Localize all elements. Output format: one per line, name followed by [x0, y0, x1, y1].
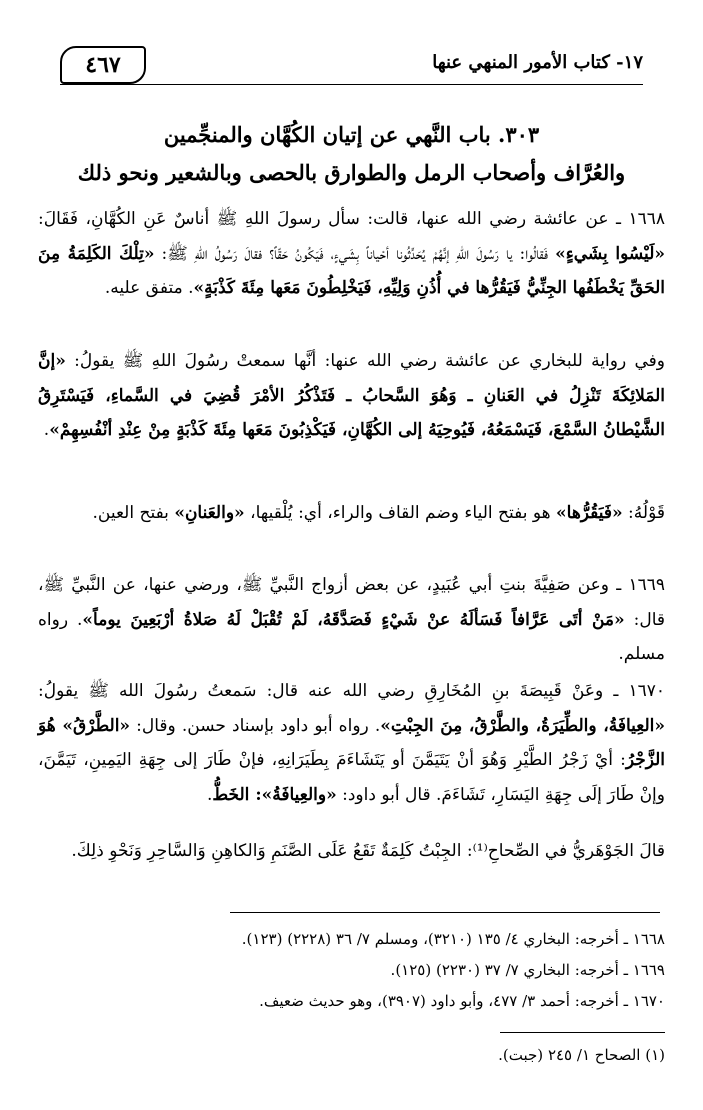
- takhrij-references: [38, 924, 665, 1017]
- hadith-1670-middle-2: : أيْ زَجْرُ الطَّيْرِ وَهُوَ أنْ يَتَيَمَّنَ أو يَتَشَاءَمَ بِطَيَرَانِهِ، فإنْ طَارَ إلى جِهَةِ اليَمِينِ، تَيَمَّنَ، وإنْ طَارَ إلَى جِهَةِ اليَسَارِ، تَشَاءَمَ. قال أبو داود:: [38, 750, 665, 805]
- hadith-1670-quote: «العِيافَةُ، والطِّيَرَةُ، والطَّرْقُ، مِنَ الجِبْتِ»: [380, 715, 665, 736]
- page-header: [60, 46, 643, 86]
- jawhari-definition: قالَ الجَوْهَريُّ في الصِّحاحِ⁽¹⁾: الجِبْتُ كَلِمَةٌ تَقَعُ عَلَى الصَّنَمِ وَالكاهِنِ وَالسَّاحِرِ وَنَحْوِ ذلِكَ.: [71, 841, 665, 861]
- explanation-term-2: «والعَنانِ»: [174, 503, 245, 523]
- hadith-1670-term-1: «الطَّرْقُ» هُوَ الزَّجْرُ: [38, 715, 665, 770]
- explanation-end: بفتح العين.: [92, 503, 175, 523]
- hadith-1668-lead: ١٦٦٨ ـ عن عائشة رضي الله عنها، قالت: سأل رسولَ اللهِ ﷺ أناسٌ عَنِ الكُهَّانِ، فَقَالَ:: [38, 209, 666, 229]
- explanation-middle: هو بفتح الياء وضم القاف والراء، أي: يُلْقيها،: [244, 503, 557, 523]
- explanation-lead: قَوْلُهُ:: [622, 503, 665, 523]
- running-title: ١٧- كتاب الأمور المنهي عنها: [432, 52, 643, 73]
- references-divider: [230, 912, 660, 913]
- footnote-divider: [500, 1032, 665, 1033]
- hadith-1669: [38, 568, 665, 672]
- hadith-1670-lead: ١٦٧٠ ـ وعَنْ قَبِيصَةَ بنِ المُخَارِقِ رضي الله عنه قال: سَمعتُ رسُولَ الله ﷺ يقولُ:: [38, 681, 665, 701]
- explanation-term-1: «فَيَقُرُّها»: [556, 503, 623, 523]
- hadith-1669-lead: ١٦٦٩ ـ وعن صَفِيَّةَ بنتِ أبي عُبَيدٍ، عن بعض أزواج النَّبيِّ ﷺ، ورضي عنها، عن النَّبيِّ ﷺ، قال:: [38, 575, 665, 630]
- hadith-1669-quote: «مَنْ أتَى عَرَّافاً فَسَألَهُ عنْ شَيْءٍ فَصَدَّقَهُ، لَمْ تُقْبَلْ لَهُ صَلاةُ أرْبَعِينَ يوماً»: [82, 609, 625, 630]
- chapter-title-line-1: ٣٠٣. باب النَّهي عن إتيان الكُهَّان والمنجِّمين: [163, 122, 540, 147]
- reference-1670: ١٦٧٠ ـ أخرجه: أحمد ٣/ ٤٧٧، وأبو داود (٣٩٠٧)، وهو حديث ضعيف.: [259, 992, 665, 1010]
- hadith-1670: [38, 674, 665, 812]
- hadith-1668-quote-1: «لَيْسُوا بِشَيءٍ»: [555, 243, 665, 264]
- bukhari-version: [38, 344, 665, 448]
- hadith-1669-end: . رواه مسلم.: [38, 609, 665, 664]
- footnote-1: (١) الصحاح ١/ ٢٤٥ (جبت).: [498, 1046, 665, 1064]
- hadith-1670-middle-1: . رواه أبو داود بإسناد حسن. وقال:: [130, 715, 381, 736]
- reference-1668: ١٦٦٨ ـ أخرجه: البخاري ٤/ ١٣٥ (٣٢١٠)، ومسلم ٧/ ٣٦ (٢٢٢٨) (١٢٣).: [241, 930, 665, 948]
- hadith-1668-quote-2: «تِلْكَ الكَلِمَةُ مِنَ الحَقِّ يَخْطَفُها الجِنِّيُّ فَيَقُرُّها في أُذُنِ وَلِيِّهِ، فَيَخْلِطُونَ مَعَها مِئَةَ كَذْبَةٍ»: [38, 243, 665, 298]
- bukhari-version-end: .: [43, 420, 50, 440]
- hadith-1668-end: . متفق عليه.: [104, 278, 194, 298]
- hadith-1670-end: .: [206, 784, 213, 805]
- hadith-1670-term-2: «والعِيافَةُ»: الخَطُّ: [212, 784, 337, 805]
- hadith-1668: [38, 202, 665, 306]
- chapter-title-line-2: والعُرَّاف وأصحاب الرمل والطوارق بالحصى وبالشعير ونحو ذلك: [77, 160, 626, 185]
- bukhari-version-lead: وفي رواية للبخاري عن عائشة رضي الله عنها: أنَّها سمعتْ رسُولَ اللهِ ﷺ يقولُ:: [65, 351, 665, 371]
- bukhari-version-quote: «إنَّ المَلائِكَةَ تَنْزِلُ في العَنانِ ـ وَهُوَ السَّحابُ ـ فَتَذْكُرُ الأمْرَ قُضِيَ في السَّماءِ، فَيَسْتَرِقُ الشَّيْطانُ السَّمْعَ، فَيَسْمَعُهُ، فَيُوحِيَهُ إلى الكُهَّانِ، فَيَكْذِبُونَ مَعَها مِئَةَ كَذْبَةٍ مِنْ عِنْدِ أنْفُسِهِمْ»: [38, 351, 665, 440]
- page-number: ٤٦٧: [60, 46, 146, 84]
- header-divider: [60, 84, 643, 85]
- hadith-1668-middle: فَقالُوا: يا رَسُولَ اللهِ إنَّهُمْ يُحَدِّثُونا أحْياناً بِشَيءٍ، فَيَكُونُ حَقّاً؟ فقالَ رَسُولُ اللهِ ﷺ:: [154, 243, 556, 264]
- reference-1669: ١٦٦٩ ـ أخرجه: البخاري ٧/ ٣٧ (٢٢٣٠) (١٢٥).: [390, 961, 665, 979]
- word-explanation: [38, 496, 665, 531]
